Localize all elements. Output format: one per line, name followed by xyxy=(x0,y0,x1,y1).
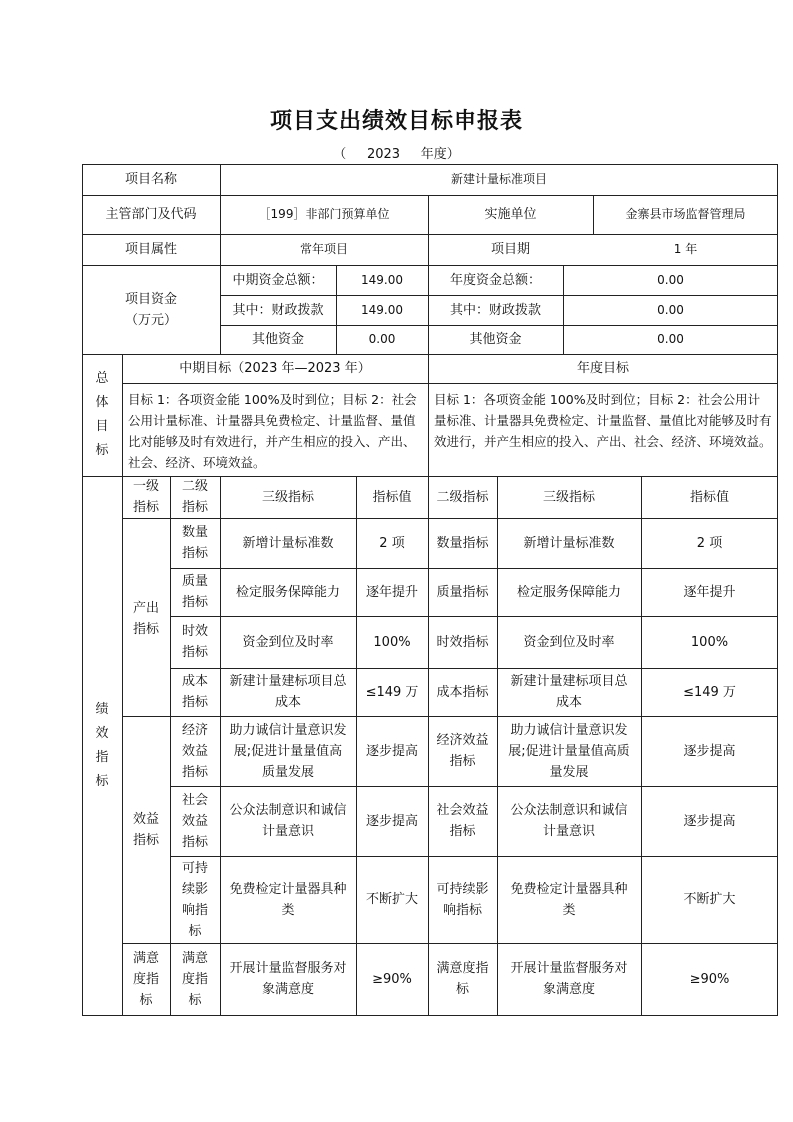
row-value-year: ≥90% xyxy=(689,971,730,987)
row-level2-year: 质量指标 xyxy=(436,584,489,600)
row-level3-year: 助力诚信计量意识发 展;促进计量量值高质 量发展 xyxy=(508,722,630,780)
year-goal-header: 年度目标 xyxy=(576,361,629,376)
year-fiscal-label: 其中：财政拨款 xyxy=(449,302,541,318)
year-total-label: 年度资金总额： xyxy=(449,272,541,288)
period-value: 1 年 xyxy=(673,242,698,256)
row-level2-year: 成本指标 xyxy=(436,684,489,700)
funds-label: 项目资金 （万元） xyxy=(124,291,177,328)
mid-goal-header: 中期目标（2023 年—2023 年） xyxy=(179,361,371,376)
header-level3: 三级指标 xyxy=(261,489,314,505)
row-level3-year: 资金到位及时率 xyxy=(523,634,615,650)
header-value: 指标值 xyxy=(372,489,412,505)
row-level3-year: 开展计量监督服务对 象满意度 xyxy=(510,961,628,997)
row-value: 不断扩大 xyxy=(365,892,418,907)
row-level3: 助力诚信计量意识发 展;促进计量量值高 质量发展 xyxy=(229,722,347,780)
row-value-year: ≤149 万 xyxy=(683,684,736,700)
row-level3: 开展计量监督服务对 象满意度 xyxy=(229,961,347,997)
row-level2-year: 时效指标 xyxy=(436,634,489,650)
year-fiscal-value: 0.00 xyxy=(657,302,684,317)
row-value: 逐年提升 xyxy=(365,584,418,600)
overall-goals-label: 总 体 目 标 xyxy=(95,371,109,458)
project-name-label: 项目名称 xyxy=(124,172,177,187)
mid-fiscal-label: 其中：财政拨款 xyxy=(232,302,324,318)
header-level3-year: 三级指标 xyxy=(542,489,595,505)
row-level2: 时效 指标 xyxy=(181,624,208,660)
header-value-year: 指标值 xyxy=(689,489,729,505)
row-level2: 质量 指标 xyxy=(181,574,208,610)
row-level2: 成本 指标 xyxy=(181,674,208,710)
row-value: ≤149 万 xyxy=(365,684,419,700)
row-level3-year: 检定服务保障能力 xyxy=(516,584,621,600)
row-level2: 满意 度指 标 xyxy=(181,950,208,1008)
group-satisfaction: 满意 度指 标 xyxy=(132,950,159,1008)
row-level2-year: 经济效益 指标 xyxy=(436,733,489,769)
row-level2: 社会 效益 指标 xyxy=(181,792,208,850)
row-level3: 资金到位及时率 xyxy=(242,634,334,650)
impl-unit-label: 实施单位 xyxy=(484,207,537,222)
attr-label: 项目属性 xyxy=(124,242,177,257)
mid-other-value: 0.00 xyxy=(368,332,396,346)
row-level3: 免费检定计量器具种 类 xyxy=(229,881,347,918)
performance-label: 绩 效 指 标 xyxy=(95,701,109,789)
impl-unit-value: 金寨县市场监督管理局 xyxy=(625,207,746,221)
row-value-year: 2 项 xyxy=(696,535,723,551)
mid-total-value: 149.00 xyxy=(361,272,403,287)
mid-fiscal-value: 149.00 xyxy=(361,302,403,317)
row-level3: 新建计量建标项目总 成本 xyxy=(229,674,347,710)
row-level3: 新增计量标准数 xyxy=(242,535,334,551)
row-level2-year: 可持续影 响指标 xyxy=(436,881,489,918)
row-value-year: 逐步提高 xyxy=(683,743,736,759)
dept-value: ［199］非部门预算单位 xyxy=(258,207,390,221)
row-value-year: 逐年提升 xyxy=(683,584,736,600)
header-level1: 一级 指标 xyxy=(132,479,159,515)
project-name-value: 新建计量标准项目 xyxy=(450,172,547,186)
year-goal-text: 目标 1：各项资金能 100%及时到位；目标 2：社会公用计量标准、计量器具免费检定、计量监督、量值比对能够及时有效进行，并产生相应的投入、产出、社会、经济、环境效益。 xyxy=(434,392,772,449)
row-value-year: 不断扩大 xyxy=(683,892,736,907)
row-level2-year: 数量指标 xyxy=(436,535,489,551)
group-benefit: 效益 指标 xyxy=(132,811,159,848)
year-other-label: 其他资金 xyxy=(469,332,522,347)
row-level2-year: 满意度指 标 xyxy=(436,961,489,997)
row-value-year: 逐步提高 xyxy=(683,813,736,829)
year-total-value: 0.00 xyxy=(657,272,684,287)
dept-label: 主管部门及代码 xyxy=(105,207,197,222)
row-value: 逐步提高 xyxy=(365,813,418,829)
page-title: 项目支出绩效目标申报表 xyxy=(269,109,523,134)
mid-total-label: 中期资金总额： xyxy=(232,272,324,288)
year-value: 2023 xyxy=(366,147,401,162)
row-level3: 公众法制意识和诚信 计量意识 xyxy=(229,803,347,839)
row-value: ≥90% xyxy=(372,971,412,987)
row-level3-year: 新增计量标准数 xyxy=(523,535,615,551)
row-value: 逐步提高 xyxy=(365,743,418,759)
year-other-value: 0.00 xyxy=(657,332,684,346)
row-value-year: 100% xyxy=(690,634,729,650)
row-value: 2 项 xyxy=(379,535,405,551)
row-level2: 数量 指标 xyxy=(181,525,208,561)
row-level3: 检定服务保障能力 xyxy=(235,584,340,600)
row-level3-year: 新建计量建标项目总 成本 xyxy=(510,674,628,710)
row-level2: 经济 效益 指标 xyxy=(181,722,208,780)
mid-goal-text: 目标 1：各项资金能 100%及时到位；目标 2：社会公用计量标准、计量器具免费检定、计量监督、量值比对能够及时有效进行，并产生相应的投入、产出、社会、经济、环境效益。 xyxy=(128,392,417,470)
period-label: 项目期 xyxy=(490,242,530,257)
header-level2-year: 二级指标 xyxy=(436,489,489,505)
header-level2: 二级 指标 xyxy=(181,479,208,515)
group-output: 产出 指标 xyxy=(132,601,159,637)
mid-other-label: 其他资金 xyxy=(251,332,304,347)
row-level3-year: 公众法制意识和诚信 计量意识 xyxy=(510,803,628,839)
row-level3-year: 免费检定计量器具种 类 xyxy=(510,881,628,918)
row-level2: 可持 续影 响指 标 xyxy=(181,860,208,939)
attr-value: 常年项目 xyxy=(299,242,348,256)
year-label: 年度） xyxy=(420,147,460,162)
year-open: （ xyxy=(333,147,347,162)
row-value: 100% xyxy=(373,634,411,650)
row-level2-year: 社会效益 指标 xyxy=(436,803,489,839)
